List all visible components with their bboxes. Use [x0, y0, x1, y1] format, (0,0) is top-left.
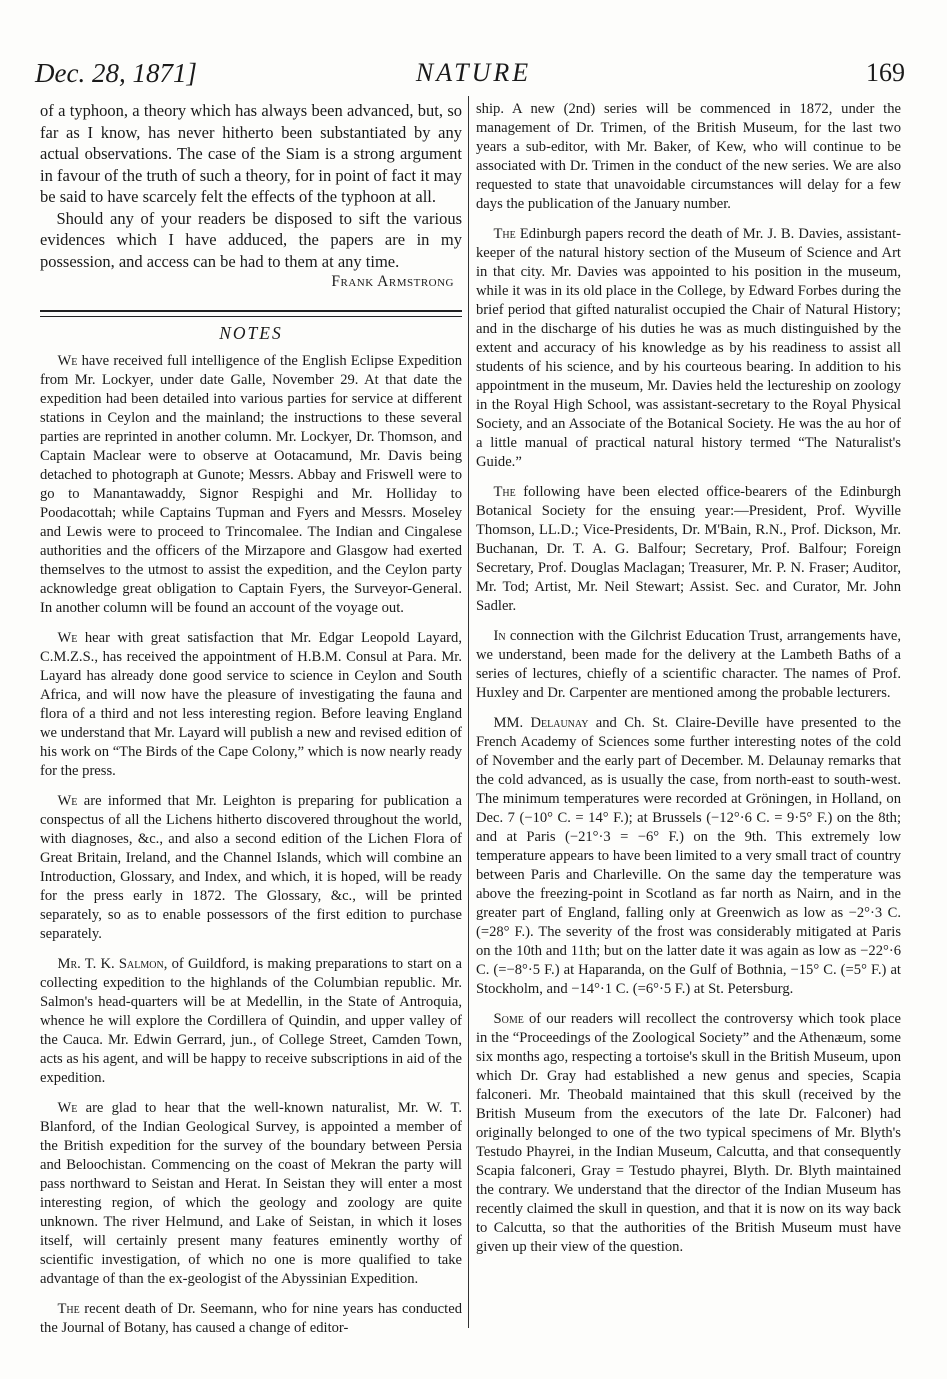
note-text: connection with the Gilchrist Education Trust, arrangements have, we understand, been made for the delivery at the Lambeth Baths of a series of lectures, chiefly of a scientific character. The names of Prof. Huxley and Dr. Carpenter are mentioned among the probable lecturers.	[476, 628, 901, 701]
note-text: of our readers will recollect the controversy which took place in the “Proceedings of the Zoological Society” and the Athenæum, some six months ago, respecting a tortoise's skull in the British Museum, upon which Dr. Gray had established a new genus and species, Scapia falconeri. Mr. Theobald maintained that this skull (received by the British Museum from the executors of the late Dr. Falconer) had originally belonged to one of the two typical specimens of Mr. Blyth's Testudo Phayrei, in the Indian Museum, Calcutta, and that consequently Scapia falconeri, Gray = Testudo phayrei, Blyth. Dr. Blyth maintained the contrary. We understand that the director of the Indian Museum has recently claimed the skull in question, and that it is now on its way back to Calcutta, so that the authorities of the British Museum must have given up their view of the question.	[476, 1011, 901, 1255]
note-lead: We	[57, 353, 78, 369]
continued-paragraph: ship. A new (2nd) series will be commenced in 1872, under the management of Dr. Trimen, of the British Museum, for the last two years a sub-editor, with Mr. Baker, of Kew, who will continue to be associated with Dr. Trimen in the conduct of the new series. We are also requested to state that unavoidable circumstances will delay for a few days the publication of the January number.	[476, 101, 901, 212]
right-column	[476, 100, 901, 1257]
note-lead: We	[57, 630, 78, 646]
note-paragraph	[476, 225, 901, 472]
note-lead: The	[57, 1301, 80, 1317]
section-title: NOTES	[219, 323, 283, 343]
letter-end	[40, 100, 462, 292]
note-paragraph	[476, 627, 901, 703]
column-divider	[468, 96, 469, 1328]
note-lead: The	[493, 484, 516, 500]
note-text: Edinburgh papers record the death of Mr. J. B. Davies, assistant-keeper of the natural history section of the Museum of Science and Art in that city. Mr. Davies was appointed to his position in the museum, while it was in its old place in the College, by Edward Forbes during the brief period that gifted naturalist occupied the Chair of Natural History; and in the discharge of his duties he was as much distinguished by the extent and accuracy of his knowledge as by his readiness to assist all students of his science, and by his courteous bearing. In addition to his appointment in the museum, Mr. Davies held the lectureship on zoology in the Royal High School, was assistant-secretary to the Royal Physical Society, and an Associate of the Botanical Society. He was the au hor of a little manual of practical natural history termed “The Naturalist's Guide.”	[476, 226, 901, 470]
note-text: are informed that Mr. Leighton is preparing for publication a conspectus of all the Lichens hitherto discovered throughout the world, with diagnoses, &c., and also a second edition of the Lichen Flora of Great Britain, Ireland, and the Channel Islands, which will combine an Introduction, Glossary, and Index, and which, it is hoped, will be ready for the press early in 1872. The Glossary, &c., will be printed separately, so as to enable possessors of the first edition to purchase separately.	[40, 793, 462, 942]
note-lead: The	[493, 226, 516, 242]
page-number: 169	[866, 58, 905, 87]
note-lead: MM. Delaunay	[493, 715, 589, 731]
note-text: , of Guildford, is making preparations to start on a collecting expedition to the highlands of the Columbian republic. Mr. Salmon's head-quarters will be at Medellin, in the State of Antroquia, whence he will explore the Cordillera of Quindin, and upper valley of the Cauca. Mr. Edwin Gerrard, jun., of College Street, Camden Town, acts as his agent, and will be happy to receive subscriptions in aid of the expedition.	[40, 956, 462, 1086]
note-lead: We	[57, 793, 78, 809]
note-paragraph	[40, 955, 462, 1088]
note-text: following have been elected office-bearers of the Edinburgh Botanical Society for the ensuing year:—President, Prof. Wyville Thomson, LL.D.; Vice-Presidents, Dr. M'Bain, R.N., Prof. Dickson, Mr. Buchanan, Dr. T. A. G. Balfour; Secretary, Prof. Balfour; Foreign Secretary, Prof. Douglas Maclagan; Treasurer, Mr. P. N. Fraser; Auditor, Mr. Tod; Artist, Mr. Neil Stewart; Assist. Sec. and Curator, Mr. John Sadler.	[476, 484, 901, 614]
note-lead: Some	[493, 1011, 524, 1027]
note-paragraph	[40, 1099, 462, 1289]
note-paragraph	[40, 629, 462, 781]
journal-title: NATURE	[415, 58, 532, 87]
note-lead: Mr. T. K. Salmon	[57, 956, 164, 972]
note-paragraph	[40, 1300, 462, 1338]
note-lead: We	[57, 1100, 78, 1116]
note-lead: In	[493, 628, 506, 644]
letter-paragraph: Should any of your readers be disposed to sift the various evidences which I have adduced, the papers are in my possession, and access can be had to them at any time.	[40, 208, 462, 271]
note-paragraph	[40, 352, 462, 618]
note-text: recent death of Dr. Seemann, who for nine years has conducted the Journal of Botany, has caused a change of editor-	[40, 1301, 462, 1336]
letter-paragraph: of a typhoon, a theory which has always been advanced, but, so far as I know, has never hitherto been substantiated by any actual observations. The case of the Siam is a strong argument in favour of the truth of such a theory, for in point of fact it may be said to have scarcely felt the effects of the typhoon at all.	[40, 101, 462, 206]
left-column	[40, 100, 462, 1338]
section-rule	[40, 310, 462, 317]
note-paragraph	[476, 483, 901, 616]
letter-signature: Frank Armstrong	[331, 273, 454, 290]
note-text: are glad to hear that the well-known naturalist, Mr. W. T. Blanford, of the Indian Geological Survey, is appointed a member of the British expedition for the survey of the boundary between Persia and Beloochistan. Commencing on the coast of Mekran the party will pass northward to Seistan and Herat. In Seistan they will enter a most interesting region, of which the geology and zoology are quite unknown. The river Helmund, and Lake of Seistan, in which it loses itself, will certainly present many features eminently worthy of scientific investigation, of which no one is more qualified to take advantage of than the ex-geologist of the Abyssinian Expedition.	[40, 1100, 462, 1287]
note-paragraph	[476, 1010, 901, 1257]
note-paragraph	[476, 714, 901, 999]
note-text: and Ch. St. Claire-Deville have presented to the French Academy of Sciences some further interesting notes of the cold of November and the early part of December. M. Delaunay remarks that the cold advanced, as is usually the case, from north-east to south-west. The minimum temperatures were recorded at Gröningen, in Holland, on Dec. 7 (−10° C. = 14° F.); at Brussels (−12°·6 C. = 9·5° F.) on the 8th; and at Paris (−21°·3 = −6° F.) on the 9th. This extremely low temperature appears to have been limited to a very small tract of country between Paris and Charleville. On the same day the temperature was above the freezing-point in Scotland as far north as Nairn, and in the greater part of England, falling only at Greenwich as low as −2°·3 C. (=28° F.). The severity of the frost was considerably mitigated at Paris on the 10th and 11th; but on the latter date it was again as low as −22°·6 C. (=−8°·5 F.) at Haparanda, on the Gulf of Bothnia, −15° C. (=5° F.) at Stockholm, and −14°·1 C. (=6°·5 F.) at St. Petersburg.	[476, 715, 901, 997]
note-text: hear with great satisfaction that Mr. Edgar Leopold Layard, C.M.Z.S., has received the appointment of H.B.M. Consul at Para. Mr. Layard has already done good service to science in Ceylon and South Africa, and will now have the pleasure of investigating the fauna and flora of a third and not less interesting region. Before leaving England we understand that Mr. Layard will publish a new and revised edition of his work on “The Birds of the Cape Colony,” which is now nearly ready for the press.	[40, 630, 462, 779]
note-paragraph	[40, 792, 462, 944]
note-text: have received full intelligence of the English Eclipse Expedition from Mr. Lockyer, under date Galle, November 29. At that date the expedition had been detailed into various parties for service at different stations in Ceylon and the mainland; the instructions to these several parties are reprinted in another column. Mr. Lockyer, Dr. Thomson, and Captain Maclear were to observe at Ootacamund, Mr. Davis being detached to photograph at Gunote; Messrs. Abbay and Friswell were to go to Manantawaddy, Signor Respighi and Mr. Holliday to Poodacottah; while Captains Tupman and Fyers and Messrs. Moseley and Lewis were to proceed to Trincomalee. The Indian and Cingalese authorities and the officers of the Mirzapore and Glasgow had exerted themselves to the utmost to assist the expedition, and the Ceylon party acknowledge great obligation to Captain Fyers, the Surveyor-General. In another column will be found an account of the voyage out.	[40, 353, 462, 616]
header-date: Dec. 28, 1871]	[35, 58, 197, 88]
